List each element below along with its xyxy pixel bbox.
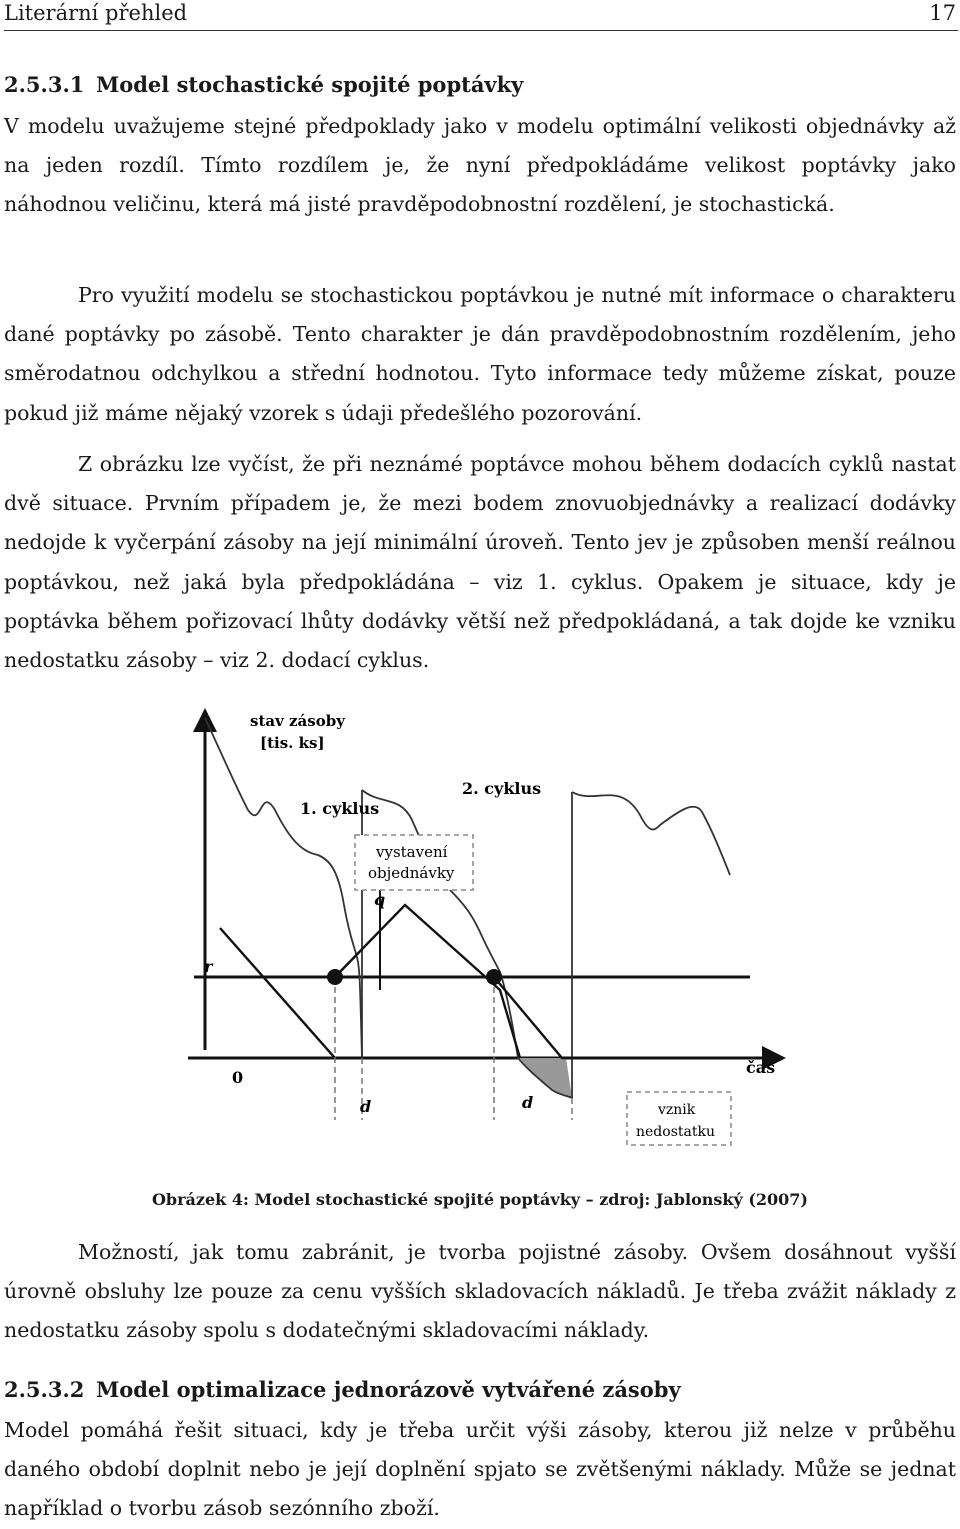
section-heading-2-5-3-1 [4, 71, 523, 99]
y-axis-unit: [tis. ks] [260, 734, 325, 752]
running-header-title: Literární přehled [4, 1, 188, 25]
stochastic-demand-figure [150, 700, 810, 1170]
reorder-point-2 [486, 969, 502, 985]
section-number: 2.5.3.1 [4, 72, 85, 97]
x-axis-label: čas [746, 1058, 776, 1077]
paragraph-information: Pro využití modelu se stochastickou poptávkou je nutné mít informace o charakteru dané poptávky po zásobě. Tento charakter je dán pravděpodobnostním rozdělením, jeho směrodatnou odchylkou a střední hodnotou. Tyto informace tedy můžeme získat, pouze pokud již máme nějaký vzorek s údaji předešlého pozorování. [4, 283, 956, 425]
shortage-label-2: nedostatku [636, 1124, 715, 1140]
paragraph-situations: Z obrázku lze vyčíst, že při neznámé poptávce mohou během dodacích cyklů nastat dvě situace. Prvním případem je, že mezi bodem znovuobjednávky a realizací dodávky nedojde k vyčerpání zásoby na její minimální úroveň. Tento jev je způsoben menší reálnou poptávkou, než jaká byla předpokládána – viz 1. cyklus. Opakem je situace, kdy je poptávka během pořizovací lhůty dodávky větší než předpokládaná, a tak dojde ke vzniku nedostatku zásoby – viz 2. dodací cyklus. [4, 452, 956, 673]
paragraph-intro: V modelu uvažujeme stejné předpoklady jako v modelu optimální velikosti objednávky až na jeden rozdíl. Tímto rozdílem je, že nyní předpokládáme velikost poptávky jako náhodnou veličinu, která má jisté pravděpodobnostní rozdělení, je stochastická. [4, 114, 956, 217]
page-number: 17 [929, 1, 956, 25]
order-issue-label-1: vystavení [376, 843, 448, 861]
y-axis-label: stav zásoby [250, 712, 345, 730]
section-title: Model optimalizace jednorázově vytvářené zásoby [96, 1377, 681, 1402]
paragraph-safety-stock: Možností, jak tomu zabránit, je tvorba pojistné zásoby. Ovšem dosáhnout vyšší úrovně obsluhy lze pouze za cenu vyšších skladovacích nákladů. Je třeba zvážit náklady z nedostatku zásoby spolu s dodatečnými skladovacími náklady. [4, 1240, 956, 1343]
shortage-label-1: vznik [658, 1102, 696, 1118]
section-number: 2.5.3.2 [4, 1377, 85, 1402]
planned-demand-line-1 [220, 928, 362, 1058]
section-heading-2-5-3-2 [4, 1376, 681, 1404]
shortage-area [518, 1058, 572, 1098]
figure-caption [0, 1188, 960, 1212]
caption-text: Model stochastické spojité poptávky – zdroj: Jablonský (2007) [254, 1190, 808, 1209]
section-title: Model stochastické spojité poptávky [96, 72, 524, 97]
origin-label: 0 [232, 1068, 244, 1087]
cycle1-label: 1. cyklus [300, 799, 380, 818]
inventory-curve-cycle1 [205, 718, 362, 1058]
inventory-curve-cycle3 [572, 792, 730, 875]
order-issue-label-2: objednávky [368, 864, 455, 882]
running-header [4, 0, 958, 31]
lead-time-label-2: d [522, 1093, 534, 1112]
cycle2-label: 2. cyklus [462, 779, 542, 798]
q-label: q [374, 890, 386, 909]
reorder-point-1 [327, 969, 343, 985]
r-label: r [204, 957, 213, 976]
caption-prefix: Obrázek 4: [151, 1190, 249, 1209]
paragraph-one-time-stock: Model pomáhá řešit situaci, kdy je třeba určit výši zásoby, kterou již nelze v průběhu daného období doplnit nebo je její doplnění spjato se zvětšenými náklady. Může se jednat například o tvorbu zásob sezónního zboží. [4, 1418, 956, 1521]
lead-time-label-1: d [360, 1097, 372, 1116]
